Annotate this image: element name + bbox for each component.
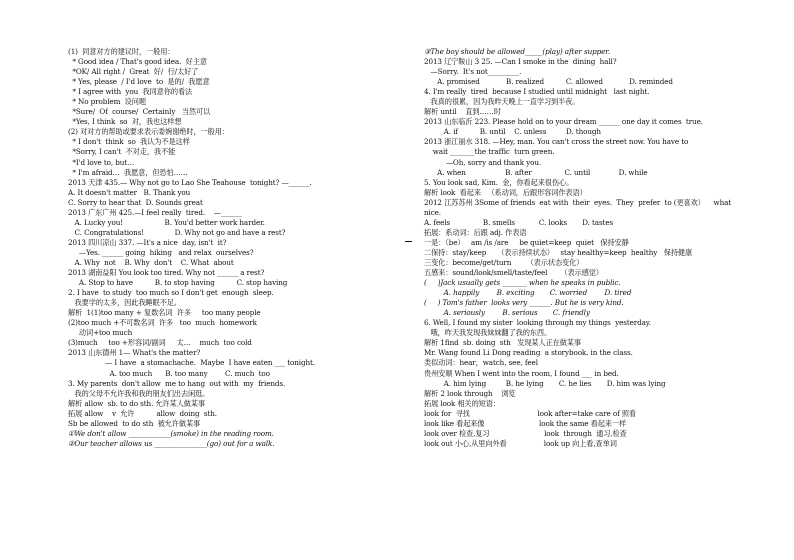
left-text-line: —Yes. ______ going hiking and relax ourselves? [68,247,254,257]
right-text-line: —Oh, sorry and thank you. [424,157,542,167]
right-text-line: 我真的很累，因为我昨天晚上一直学习到半夜。 [424,97,580,107]
right-text-line: 解析 2 look through 浏览 [424,388,516,398]
right-text-line: 2013 山东临沂 223. Please hold on to your dream ______ one day it comes true. [424,117,703,127]
left-text-line: * Yes, please / I'd love to 是的/ 我愿意 [68,77,210,87]
right-text-line: A. promised B. realized C. allowed D. reminded [424,77,673,87]
left-text-line: (2)too much +不可数名词 许多 too much homework [68,318,257,328]
right-text-line: wait _______the traffic turn green. [424,147,555,157]
left-text-line: ①We don't allow ____________(smoke) in the reading room. [68,428,274,438]
right-text-line: A. seriously B. serious C. friendly [424,308,590,318]
left-text-line: *Sure/ Of course/ Certainly 当然可以 [68,107,211,117]
left-text-line: A. Why not B. Why don't C. What about [68,257,234,267]
left-text-line: 3. My parents don't allow me to hang out with my friends. [68,378,286,388]
left-text-line: *Yes, I think so 对，我也这样想 [68,117,182,127]
left-text-line: 解析 allow sb. to do sth. 允许某人做某事 [68,398,206,408]
left-text-line: * I don't think so 我认为不是这样 [68,137,190,147]
left-text-line: *Sorry, I can't 不对走，我不能 [68,147,176,157]
left-text-line: 拓展 allow v 允许 allow doing sth. [68,408,217,418]
right-text-line: 哦，昨天我发现我妹妹翻了我的东西。 [424,328,552,338]
left-text-line: C. Sorry to hear that D. Sounds great [68,197,203,207]
right-text-line: 2013 辽宁鞍山 3 25. —Can I smoke in the dining hall? [424,57,617,67]
left-text-line: 我要学的太多，因此我睡眠不足。 [68,298,181,308]
right-text-line: 五感来：sound/look/smell/taste/feel （表示感觉） [424,268,603,278]
margin-rule [405,241,412,242]
right-text-line: 5. You look sad, Kim. 金，你看起来很伤心。 [424,177,574,187]
left-text-line: 2013 湖南益阳 You look too tired. Why not ______ a rest? [68,268,265,278]
left-text-line: A. It doesn't matter B. Thank you [68,187,191,197]
right-text-line: A. when B. after C. until D. while [424,167,648,177]
right-text-line: 三变化：become/get/turn （表示状态变化） [424,257,584,267]
right-text-line: Mr. Wang found Li Dong reading a storybook. in the class. [424,348,633,358]
left-text-line: *I'd love to, but… [68,157,135,167]
right-text-line: 拓展：系动词：后跟 adj. 作表语 [424,227,527,237]
left-text-line: (1) 同意对方的建议时，一般用： [68,47,175,56]
left-text-line: C. Congratulations! D. Why not go and have a rest? [68,227,286,237]
left-text-line: * Good idea / That's good idea. 好主意 [68,57,207,67]
right-text-line: —Sorry. It's not_________. [424,67,522,77]
left-text-line: A. too much B. too many C. much too [68,368,270,378]
right-text-line: 一是：（be） am /is /are be quiet=keep quiet 保持安静 [424,237,629,247]
left-text-line: 2013 天津 435.— Why not go to Lao She Teahouse tonight? —______. [68,177,312,187]
right-text-line: nice. [424,207,441,217]
left-text-line: * I'm afraid… 我愿意，但恐怕…… [68,167,188,177]
left-text-line: — I have a stomachache. Maybe I have eaten ___ tonight. [68,358,315,368]
right-text-line: A. if B. until C. unless D. though [424,127,601,137]
left-text-line: 动词+too much [68,328,133,338]
left-text-line: 我的父母不允许我和我的朋友们出去闲逛。 [68,388,210,398]
left-text-line: A. Stop to have B. to stop having C. stop having [68,278,288,288]
left-text-line: *OK/ All right / Great 好/ 行/太好了 [68,67,199,77]
left-text-line: ②Our teacher allows us _______________(go) out for a walk. [68,438,275,448]
right-text-line: look for 寻找 look after=take care of 照看 [424,408,637,418]
left-column [68,47,388,449]
left-text-line: A. Lucky you! B. You'd better work harder. [68,217,265,227]
left-text-line: 2. I have to study too much so I don't get enough sleep. [68,288,274,298]
left-text-line: 2013 广东广州 425.—I feel really tired. —______ [68,207,242,217]
left-text-line: (3)much too +形容词/副词 太… much too cold [68,338,252,348]
left-text-line: Sb be allowed to do sth 被允许做某事 [68,418,201,428]
left-text-line: * I agree with you 我同意你的看法 [68,87,193,97]
right-text-line: 类似动词：hear，watch, see, feel [424,358,538,368]
right-text-line: 6. Well, I found my sister looking through my things yesterday. [424,318,651,328]
left-text-line: 解析 1(1)too many + 复数名词 许多 too many people [68,308,261,318]
right-text-line: 贵州安顺 When I went into the room, I found ___ in bed. [424,368,619,378]
left-text-line: (2) 对对方的帮助或要求表示委婉谢绝时，一般用： [68,127,229,137]
right-text-line: ( ) Tom's father looks very ______. But he is very kind. [424,298,624,308]
right-text-line: look over 检查,复习 look through 通习,检查 [424,428,627,438]
right-text-line: 解析 until 直到……时 [424,107,501,117]
right-text-line: ③The boy should be allowed_____(play) after supper. [424,47,611,56]
right-text-line: A. feels B. smells C. looks D. tastes [424,217,614,227]
right-text-line: 2013 浙江丽水 318. —Hey, man. You can't cross the street now. You have to [424,137,689,147]
right-text-line: 4. I'm really tired because I studied until midnight last night. [424,87,650,97]
left-text-line: 2013 四川凉山 337. —It's a nice day, isn't it? [68,237,227,247]
right-text-line: 二保持：stay/keep （表示持续状态） stay healthy=keep healthy 保持健康 [424,247,693,257]
right-text-line: 解析 look 看起来 （系动词，后跟形容词作表语） [424,187,587,197]
left-text-line: * No problem 设问题 [68,97,146,107]
left-text-line: 2013 山东德州 1— What's the matter? [68,348,201,358]
right-text-line: look like 看起来像 look the same 看起来一样 [424,418,627,428]
right-text-line: 拓展 look 相关的短语： [424,398,500,408]
right-column [424,47,764,449]
right-text-line: 2012 江苏苏州 3Some of friends eat with their eyes. They prefer to (更喜欢） what [424,197,732,207]
right-text-line: A. him lying B. he lying C. he lies D. him was lying [424,378,666,388]
right-text-line: look out 小心,从里向外看 look up 向上看,查单词 [424,438,617,448]
right-text-line: ( )Jack usually gets _______ when he speaks in public. [424,278,621,288]
right-text-line: 解析 1find sb. doing sth 发现某人正在做某事 [424,338,582,348]
right-text-line: A. happily B. exciting C. worried D. tired [424,288,632,298]
